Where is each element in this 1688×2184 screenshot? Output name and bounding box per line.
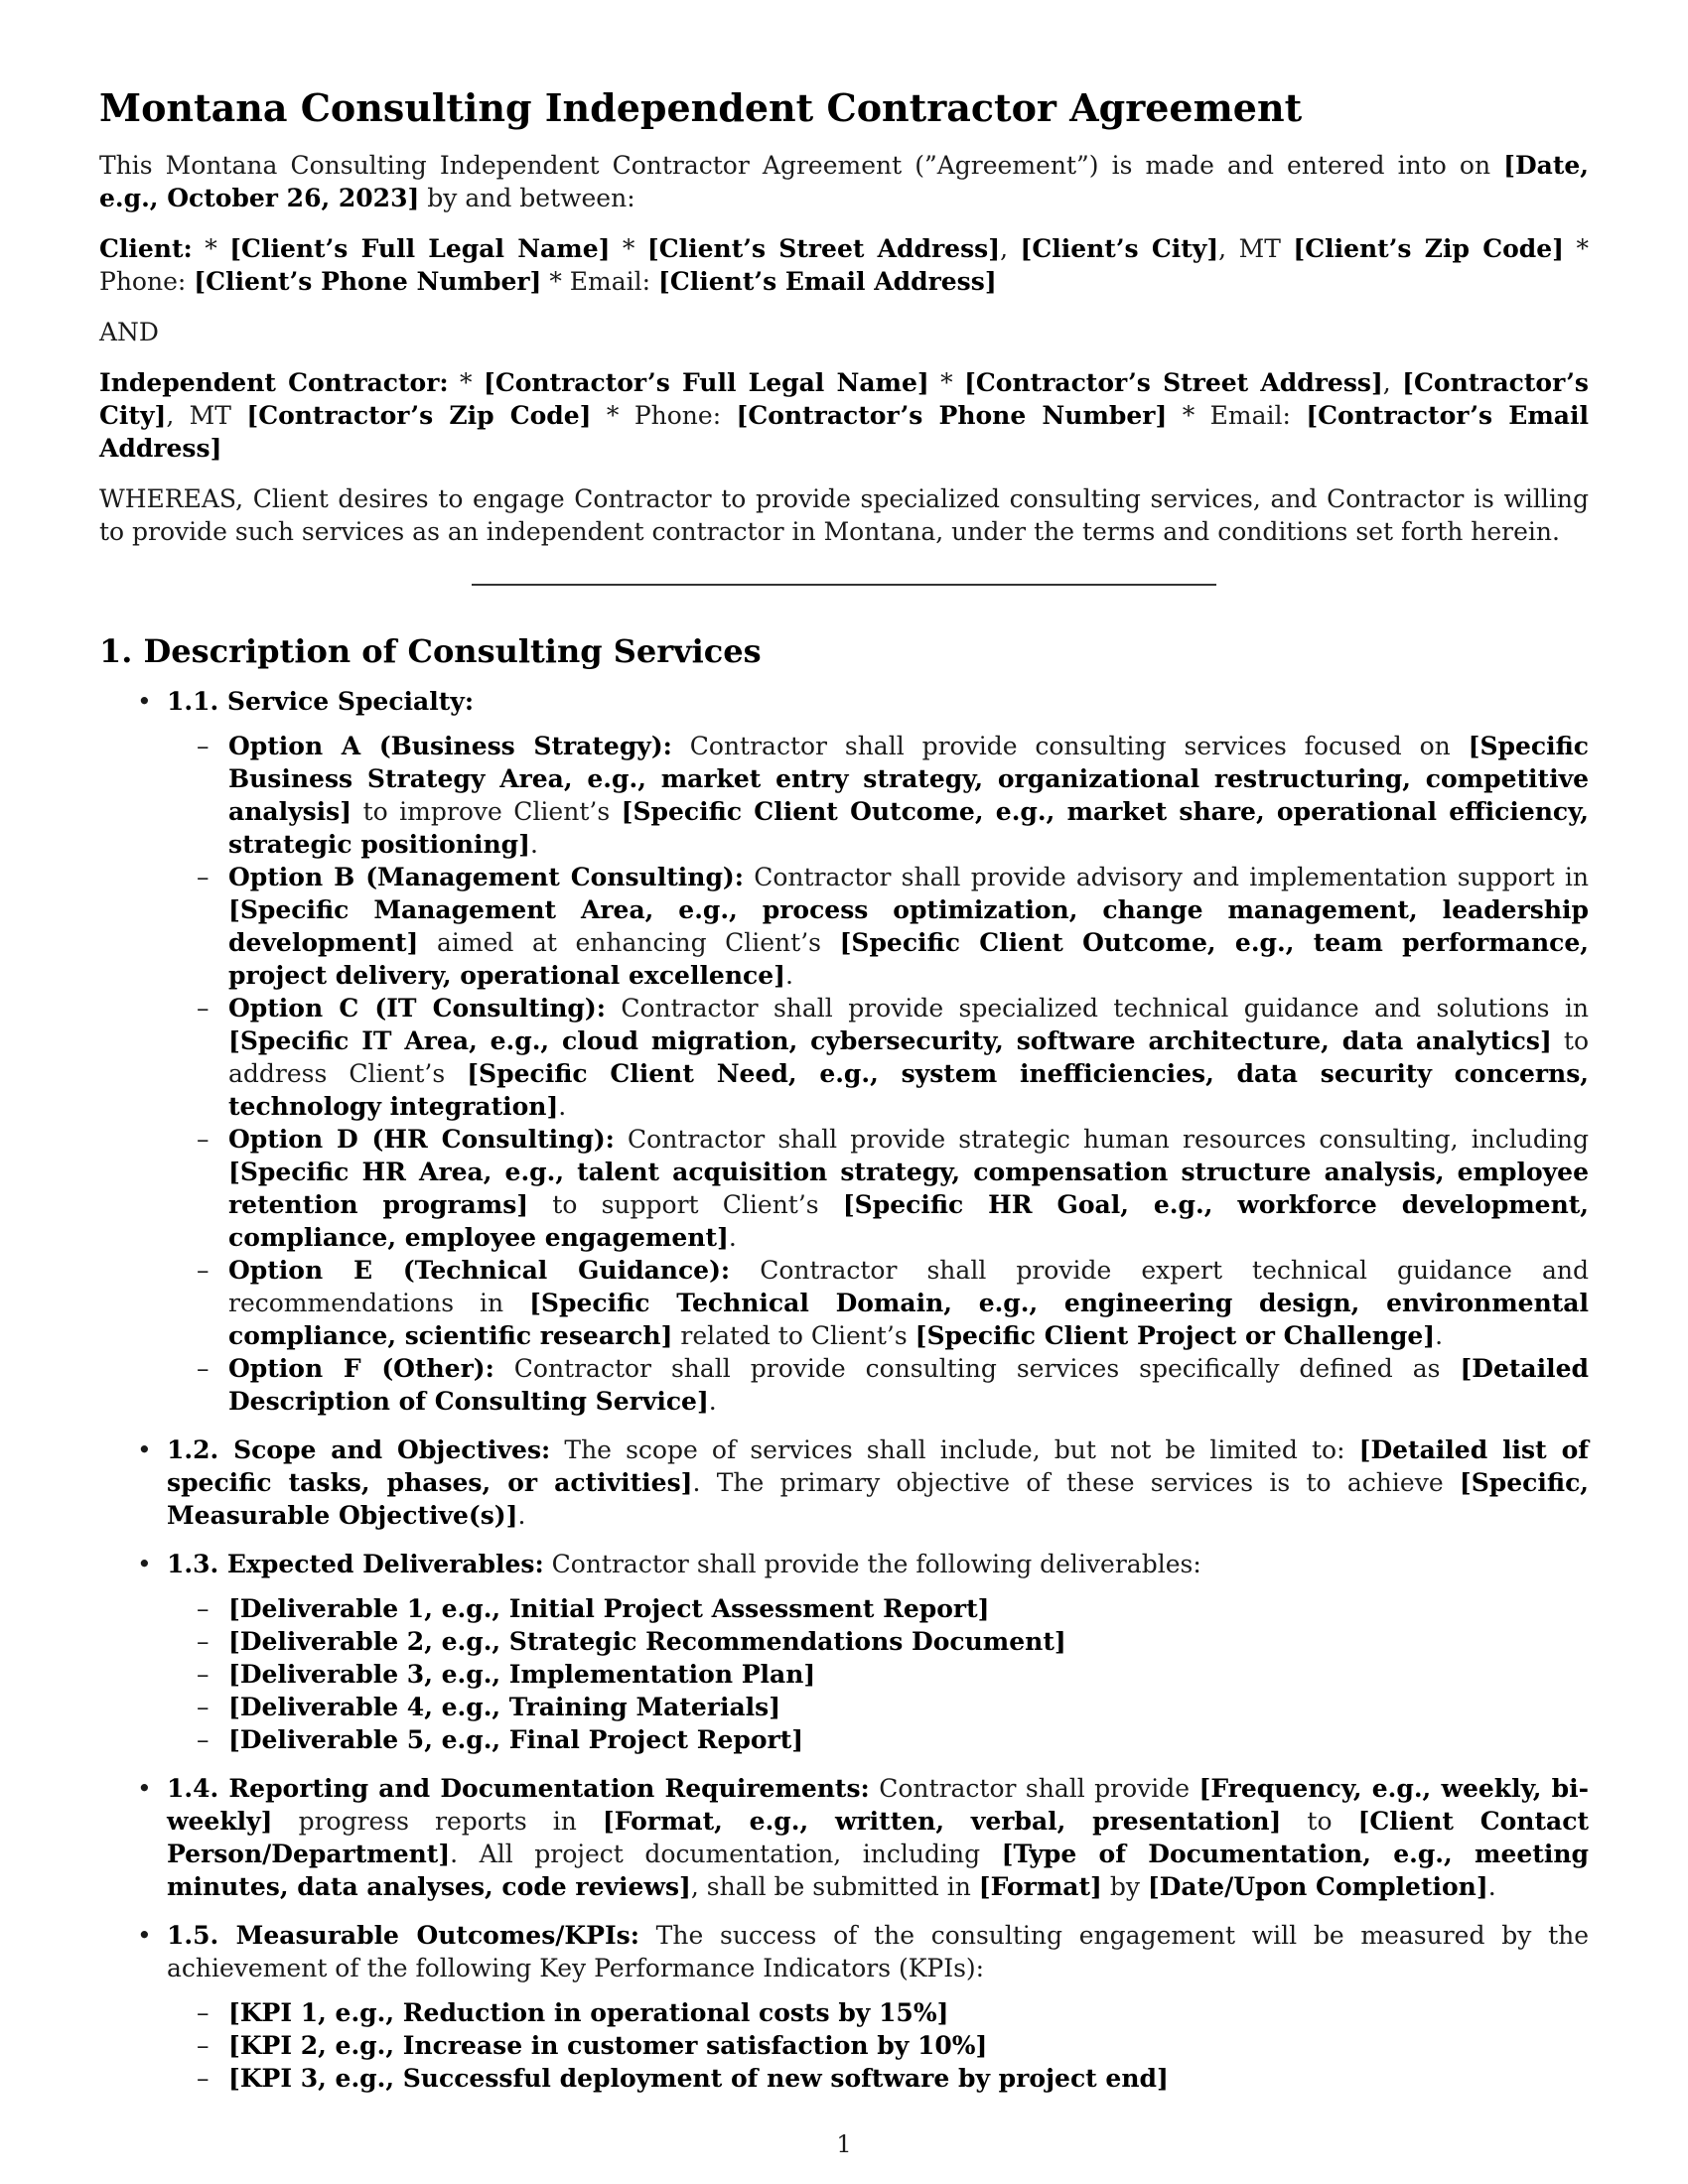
and-separator: AND xyxy=(99,318,159,346)
bold-run: Option D (HR Consulting): xyxy=(228,1125,615,1154)
bold-run: [Specific IT Area, e.g., cloud migration, cybersecurity, software architecture, data analytics] xyxy=(228,1026,1552,1055)
bold-run: [Specific Client Outcome, e.g., team performance, project delivery, operational excellence] xyxy=(228,928,1589,990)
section-list xyxy=(99,685,1589,2095)
bold-run: [Date/Upon Completion] xyxy=(1147,1872,1488,1901)
sub-list-item: – Option E (Technical Guidance): Contractor shall provide expert technical guidance and recommendations in [Specific Technical Domain, e.g., engineering design, environmental compliance, scientific research] related to Client’s [Specific Client Project or Challenge]. xyxy=(167,1254,1589,1352)
section-item xyxy=(99,1772,1589,1903)
bold-run: [Format, e.g., written, verbal, presentation] xyxy=(602,1807,1282,1836)
bold-run: 1.5. Measurable Outcomes/KPIs: xyxy=(167,1921,639,1950)
document-title: Montana Consulting Independent Contractor Agreement xyxy=(99,85,1303,130)
bold-run: [Date, e.g., October 26, 2023] xyxy=(99,151,1589,212)
bold-run: [Deliverable 2, e.g., Strategic Recommendations Document] xyxy=(228,1627,1066,1656)
sub-list xyxy=(167,1996,1589,2095)
bold-run: [Specific Business Strategy Area, e.g., market entry strategy, organizational restructuring, competitive analysis] xyxy=(228,732,1590,826)
bold-run: [Specific HR Area, e.g., talent acquisition strategy, compensation structure analysis, employee retention programs] xyxy=(228,1158,1589,1219)
bold-run: [Specific Technical Domain, e.g., engineering design, environmental compliance, scientific research] xyxy=(228,1289,1589,1350)
sub-list-item: – Option A (Business Strategy): Contractor shall provide consulting services focused on [Specific Business Strategy Area, e.g., market entry strategy, organizational restructuring, competitive analysis] to improve Client’s [Specific Client Outcome, e.g., market share, operational efficiency, strategic positioning]. xyxy=(167,730,1589,861)
sub-list-item xyxy=(167,2029,1589,2062)
bold-run: [Client’s Street Address] xyxy=(646,234,1001,263)
sub-list xyxy=(167,1592,1589,1756)
bold-run: [Specific Client Need, e.g., system inefficiencies, data security concerns, technology integration] xyxy=(228,1059,1589,1121)
bold-run: [Specific Client Outcome, e.g., market share, operational efficiency, strategic positioning] xyxy=(228,797,1589,859)
bold-run: [Client’s Zip Code] xyxy=(1293,234,1564,263)
bold-run: [Client’s City] xyxy=(1020,234,1219,263)
bold-run: [Contractor’s Phone Number] xyxy=(736,401,1168,430)
bold-run: [Frequency, e.g., weekly, bi-weekly] xyxy=(167,1774,1589,1836)
bold-run: [Format] xyxy=(978,1872,1102,1901)
sub-list-item xyxy=(167,1592,1589,1625)
sub-list-item: – Option F (Other): Contractor shall provide consulting services specifically defined as [Detailed Description of Consulting Service]. xyxy=(167,1352,1589,1418)
bold-run: Option A (Business Strategy): xyxy=(228,732,672,760)
sub-list-item xyxy=(167,1723,1589,1756)
section-item-text: 1.2. Scope and Objectives: The scope of services shall include, but not be limited to: [Detailed list of specific tasks, phases, or activities]. The primary objective of these services is to achieve [Specific, Measurable Objective(s)]. xyxy=(167,1435,1589,1530)
bold-run: 1.4. Reporting and Documentation Requirements: xyxy=(167,1774,870,1803)
contractor-block: Independent Contractor: * [Contractor’s Full Legal Name] * [Contractor’s Street Address], [Contractor’s City], MT [Contractor’s Zip Code] * Phone: [Contractor’s Phone Number] * Email: [Contractor’s Email Address] xyxy=(99,368,1589,463)
section-item-text xyxy=(167,687,474,716)
bold-run: [Specific, Measurable Objective(s)] xyxy=(167,1468,1589,1530)
intro-paragraph: This Montana Consulting Independent Contractor Agreement (”Agreement”) is made and entered into on [Date, e.g., October 26, 2023] by and between: xyxy=(99,151,1589,212)
document-page xyxy=(99,85,1589,2111)
bold-run: [KPI 1, e.g., Reduction in operational costs by 15%] xyxy=(228,1998,949,2027)
bold-run: [Deliverable 1, e.g., Initial Project Assessment Report] xyxy=(228,1594,990,1623)
section-item xyxy=(99,1919,1589,2095)
bold-run: 1.3. Expected Deliverables: xyxy=(167,1550,544,1578)
bold-run: Option F (Other): xyxy=(228,1354,494,1383)
bold-run: Option E (Technical Guidance): xyxy=(228,1256,731,1285)
bold-run: [Deliverable 5, e.g., Final Project Report] xyxy=(228,1725,804,1754)
page-number: 1 xyxy=(836,2130,852,2158)
bold-run: 1.2. Scope and Objectives: xyxy=(167,1435,551,1464)
bold-run: [Type of Documentation, e.g., meeting minutes, data analyses, code reviews] xyxy=(167,1840,1589,1901)
sub-list-item xyxy=(167,1996,1589,2029)
bold-run: [Contractor’s Street Address] xyxy=(964,368,1383,397)
section-item-text: 1.4. Reporting and Documentation Requirements: Contractor shall provide [Frequency, e.g., weekly, bi-weekly] progress reports in [Format, e.g., written, verbal, presentation] to [Client Contact Person/Department]. All project documentation, including [Type of Documentation, e.g., meeting minutes, data analyses, code reviews], shall be submitted in [Format] by [Date/Upon Completion]. xyxy=(167,1774,1589,1901)
horizontal-divider xyxy=(472,584,1216,586)
bold-run: [Deliverable 4, e.g., Training Materials] xyxy=(228,1693,781,1721)
bold-run: [KPI 3, e.g., Successful deployment of new software by project end] xyxy=(228,2064,1169,2093)
bold-run: [Contractor’s City] xyxy=(99,368,1589,430)
bold-run: [Contractor’s Email Address] xyxy=(99,401,1589,463)
sub-list-item xyxy=(167,2062,1589,2095)
sub-list-item xyxy=(167,1691,1589,1723)
bold-run: [Specific Management Area, e.g., process optimization, change management, leadership development] xyxy=(228,895,1589,957)
whereas-paragraph: WHEREAS, Client desires to engage Contractor to provide specialized consulting services, and Contractor is willing to provide such services as an independent contractor in Montana, under the terms and conditions set forth herein. xyxy=(99,484,1589,546)
sub-list-item: – Option B (Management Consulting): Contractor shall provide advisory and implementation support in [Specific Management Area, e.g., process optimization, change management, leadership development] aimed at enhancing Client’s [Specific Client Outcome, e.g., team performance, project delivery, operational excellence]. xyxy=(167,861,1589,992)
section-heading: 1. Description of Consulting Services xyxy=(99,632,762,670)
section-item xyxy=(99,1548,1589,1756)
bold-run: [Client’s Phone Number] xyxy=(194,267,542,296)
bold-run: [KPI 2, e.g., Increase in customer satisfaction by 10%] xyxy=(228,2031,988,2060)
section-item xyxy=(99,1433,1589,1532)
bold-run: Option C (IT Consulting): xyxy=(228,994,606,1023)
bold-run: Independent Contractor: xyxy=(99,368,449,397)
bold-run: [Specific Client Project or Challenge] xyxy=(914,1321,1436,1350)
section-item-text: 1.3. Expected Deliverables: Contractor shall provide the following deliverables: xyxy=(167,1550,1201,1578)
bold-run: [Contractor’s Zip Code] xyxy=(246,401,592,430)
bold-run: [Client Contact Person/Department] xyxy=(167,1807,1589,1868)
section-item xyxy=(99,685,1589,1418)
section-item-text: 1.5. Measurable Outcomes/KPIs: The success of the consulting engagement will be measured by the achievement of the following Key Performance Indicators (KPIs): xyxy=(167,1921,1590,1982)
sub-list-item xyxy=(167,1625,1589,1658)
sub-list-item: – Option D (HR Consulting): Contractor shall provide strategic human resources consulting, including [Specific HR Area, e.g., talent acquisition strategy, compensation structure analysis, employee retention programs] to support Client’s [Specific HR Goal, e.g., workforce development, compliance, employee engagement]. xyxy=(167,1123,1589,1254)
bold-run: [Contractor’s Full Legal Name] xyxy=(483,368,929,397)
bold-run: [Specific HR Goal, e.g., workforce development, compliance, employee engagement] xyxy=(228,1190,1589,1252)
bold-run: [Detailed Description of Consulting Service] xyxy=(228,1354,1589,1416)
bold-run: [Client’s Full Legal Name] xyxy=(229,234,611,263)
bold-run: [Detailed list of specific tasks, phases, or activities] xyxy=(167,1435,1589,1497)
bold-run: Option B (Management Consulting): xyxy=(228,863,744,891)
sub-list-item: – Option C (IT Consulting): Contractor shall provide specialized technical guidance and solutions in [Specific IT Area, e.g., cloud migration, cybersecurity, software architecture, data analytics] to address Client’s [Specific Client Need, e.g., system inefficiencies, data security concerns, technology integration]. xyxy=(167,992,1589,1123)
bold-run: [Client’s Email Address] xyxy=(658,267,997,296)
sub-list xyxy=(167,730,1589,1418)
client-block: Client: * [Client’s Full Legal Name] * [Client’s Street Address], [Client’s City], MT [Client’s Zip Code] * Phone: [Client’s Phone Number] * Email: [Client’s Email Address] xyxy=(99,234,1589,296)
bold-run: [Deliverable 3, e.g., Implementation Plan] xyxy=(228,1660,816,1689)
bold-run: 1.1. Service Specialty: xyxy=(167,687,475,716)
sub-list-item xyxy=(167,1658,1589,1691)
bold-run: Client: xyxy=(99,234,193,263)
